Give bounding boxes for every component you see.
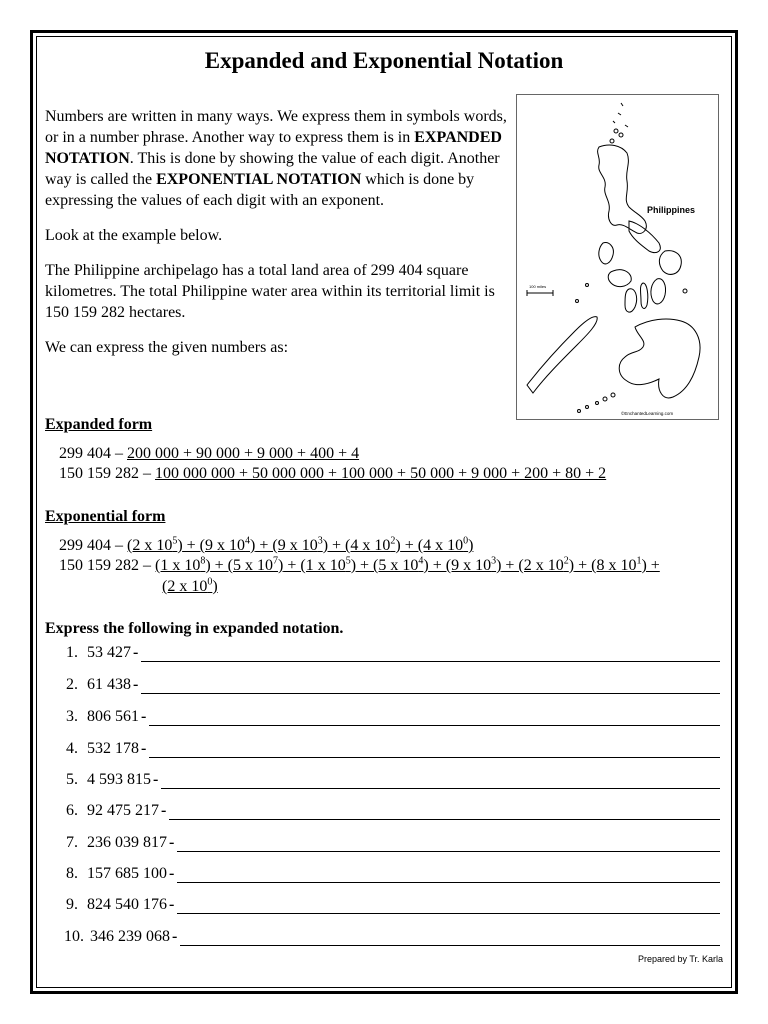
item-value: 4 593 815 — [87, 771, 151, 788]
item-number: 3. — [66, 708, 78, 725]
item-value: 346 239 068 — [90, 928, 170, 945]
answer-blank[interactable] — [169, 805, 720, 820]
item-dash: - — [169, 896, 175, 913]
expanded-heading: Expanded form — [45, 416, 153, 433]
page-title: Expanded and Exponential Notation — [204, 48, 564, 73]
item-dash: - — [141, 740, 147, 757]
exercise-item — [66, 708, 720, 726]
exercise-item — [66, 771, 720, 789]
exponent-term: + (9 x $10^3$) — [255, 535, 329, 554]
item-value: 236 039 817 — [87, 834, 167, 851]
item-dash: - — [169, 865, 175, 882]
expanded-line-1: 299 404 – 200 000 + 90 000 + 9 000 + 400 + 4 — [59, 445, 360, 462]
item-dash: - — [141, 708, 147, 725]
answer-blank[interactable] — [141, 647, 720, 662]
item-dash: - — [133, 676, 139, 693]
answer-blank[interactable] — [149, 711, 720, 726]
exponential-line-2: 150 159 282 – (1 x $10^8) + (5$ x $10^7) + (1$ x $10^5) + (5$ x $10^4) + (9$ x $10^3) + (2$ x $10^2) + (8$ x $10^1$) + — [59, 555, 660, 574]
exponent: 4 — [418, 555, 424, 567]
philippines-map — [516, 94, 719, 420]
item-number: 8. — [66, 865, 78, 882]
exponent: 8 — [200, 555, 206, 567]
exponent: 3 — [317, 535, 323, 547]
exercise-item — [66, 896, 720, 914]
exponent: 0 — [463, 535, 469, 547]
exponent-term: + (5 x $10^4$) — [356, 555, 429, 574]
exercise-item — [66, 676, 720, 694]
prepared-by: Prepared by Tr. Karla — [637, 954, 723, 964]
exponential-heading: Exponential form — [45, 508, 166, 525]
item-number: 10. — [64, 928, 84, 945]
exercise-item — [66, 802, 720, 820]
exercise-item — [66, 865, 720, 883]
map-label: Philippines — [647, 205, 696, 215]
exercise-item — [66, 644, 720, 662]
intro-paragraph-1: Numbers are written in many ways. We express them in symbols words, or in a number phrase. Another way to express them is in EXPANDED NOTATION. This is done by showing the value of each digit. Another way is called the EXPONENTIAL NOTATION which is done by expressing the values of each digit with an exponent. — [45, 108, 507, 209]
exponent: 5 — [172, 535, 178, 547]
map-scale-label: 100 miles — [529, 284, 547, 289]
item-value: 806 561 — [87, 708, 139, 725]
item-value: 53 427 — [87, 644, 131, 661]
exponent-term: + (4 x $10^2$) — [328, 535, 401, 554]
answer-blank[interactable] — [177, 868, 720, 883]
exercise-item — [66, 740, 720, 758]
intro-paragraph-2: Look at the example below. — [45, 227, 223, 244]
exponent-term: + (5 x $10^7$) — [210, 555, 284, 574]
item-dash: - — [161, 802, 167, 819]
exponent: 5 — [345, 555, 351, 567]
answer-blank[interactable] — [141, 679, 720, 694]
intro-text — [45, 106, 515, 372]
item-dash: - — [172, 928, 178, 945]
exponent-term: (2 x $10^5$) — [127, 535, 183, 554]
expanded-line-2: 150 159 282 – 100 000 000 + 50 000 000 + 100 000 + 50 000 + 9 000 + 200 + 80 + 2 — [59, 465, 607, 482]
answer-blank[interactable] — [180, 931, 720, 946]
intro-paragraph-4: We can express the given numbers as: — [45, 339, 289, 356]
item-value: 157 685 100 — [87, 865, 167, 882]
exponential-line-1: 299 404 – (2 x $10^5) + (9$ x $10^4) + (9$ x $10^3) + (4$ x $10^2) + (4$ x $10^0$) — [59, 535, 474, 554]
exponent-term: + (1 x $10^5$) — [283, 555, 357, 574]
item-value: 61 438 — [87, 676, 131, 693]
item-dash: - — [169, 834, 175, 851]
exponent: 7 — [273, 555, 279, 567]
item-number: 9. — [66, 896, 78, 913]
item-number: 4. — [66, 740, 78, 757]
item-number: 1. — [66, 644, 78, 661]
map-credit: ©EnchantedLearning.com — [621, 411, 674, 416]
exercise-heading: Express the following in expanded notation. — [45, 620, 344, 637]
exercise-item — [64, 928, 720, 946]
exponent: 1 — [636, 555, 642, 567]
item-value: 824 540 176 — [87, 896, 167, 913]
answer-blank[interactable] — [177, 837, 720, 852]
exponent-term: + (4 x $10^0$) — [400, 535, 474, 554]
item-number: 6. — [66, 802, 78, 819]
exponent: 2 — [563, 555, 569, 567]
answer-blank[interactable] — [161, 774, 720, 789]
exercise-item — [66, 834, 720, 852]
answer-blank[interactable] — [149, 743, 720, 758]
intro-paragraph-3: The Philippine archipelago has a total land area of 299 404 square kilometres. The total Philippine water area within its territorial limit is 150 159 282 hectares. — [45, 262, 495, 321]
exponent: 3 — [491, 555, 497, 567]
item-number: 2. — [66, 676, 78, 693]
exponent-term: (2 x $10^0$) — [162, 576, 218, 595]
item-dash: - — [153, 771, 159, 788]
item-value: 92 475 217 — [87, 802, 159, 819]
exponent-term: + (9 x $10^4$) — [182, 535, 256, 554]
item-number: 7. — [66, 834, 78, 851]
exponent: 0 — [207, 576, 213, 588]
item-dash: - — [133, 644, 139, 661]
exponential-line-3 — [162, 578, 218, 596]
answer-blank[interactable] — [177, 899, 720, 914]
exponent: 2 — [390, 535, 396, 547]
item-value: 532 178 — [87, 740, 139, 757]
exponent-term: + (8 x $10^1$) + — [574, 555, 660, 574]
exponent-term: + (9 x $10^3$) — [428, 555, 502, 574]
exponent-term: (1 x $10^8$) — [155, 555, 211, 574]
item-number: 5. — [66, 771, 78, 788]
exponent-term: + (2 x $10^2$) — [501, 555, 575, 574]
exponent: 4 — [245, 535, 251, 547]
